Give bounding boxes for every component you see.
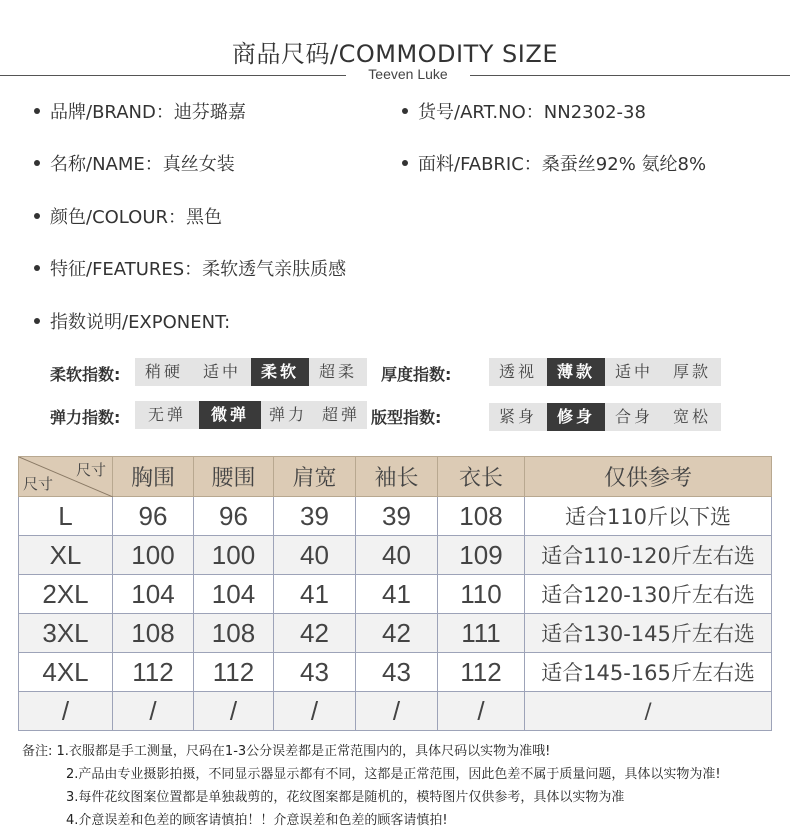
value-cell: / (274, 692, 356, 731)
brand-subtitle: Teeven Luke (368, 66, 448, 82)
fit-option: 合身 (614, 407, 653, 426)
softness-index-label: 柔软指数: (50, 365, 121, 384)
note-line: 4.介意误差和色差的顾客请慎拍！！介意误差和色差的顾客请慎拍! (66, 813, 448, 828)
bullet-icon (402, 160, 408, 166)
value-cell: 104 (113, 575, 194, 614)
bullet-icon (34, 213, 40, 219)
value-cell: 96 (194, 497, 274, 536)
subtitle-bar (0, 66, 790, 86)
value-cell: / (438, 692, 525, 731)
elasticity-option: 弹力 (268, 405, 307, 424)
value-cell: 112 (113, 653, 194, 692)
corner-top-label: 尺寸 (75, 461, 106, 479)
table-header-row (19, 457, 772, 497)
value-cell: 110 (438, 575, 525, 614)
reference-cell: 适合130-145斤左右选 (525, 614, 772, 653)
softness-option: 适中 (202, 362, 241, 381)
value-cell: 41 (356, 575, 438, 614)
fabric-text: 面料/FABRIC：桑蚕丝92% 氨纶8% (418, 154, 707, 175)
table-row (19, 575, 772, 614)
corner-bottom-label: 尺寸 (23, 475, 54, 493)
table-row (19, 536, 772, 575)
value-cell: 109 (438, 536, 525, 575)
elasticity-option: 无弹 (147, 405, 186, 424)
info-exponent (34, 308, 230, 334)
thickness-index-label: 厚度指数: (381, 365, 452, 384)
divider-left (0, 75, 346, 76)
info-brand (34, 98, 246, 124)
thickness-option: 厚款 (672, 362, 711, 381)
header-cell: 腰围 (194, 457, 274, 497)
bullet-icon (34, 160, 40, 166)
thickness-option: 适中 (614, 362, 653, 381)
note-line: 3.每件花纹图案位置都是单独裁剪的，花纹图案都是随机的，模特图片仅供参考，具体以实物为准 (66, 790, 625, 805)
info-features (34, 255, 346, 281)
value-cell: 41 (274, 575, 356, 614)
value-cell: / (194, 692, 274, 731)
value-cell: 42 (356, 614, 438, 653)
value-cell: 42 (274, 614, 356, 653)
colour-text: 颜色/COLOUR：黑色 (50, 207, 223, 228)
reference-cell: 适合110-120斤左右选 (525, 536, 772, 575)
fit-option: 紧身 (498, 407, 537, 426)
table-row (19, 653, 772, 692)
corner-header (19, 457, 113, 497)
exponent-text: 指数说明/EXPONENT: (50, 312, 231, 333)
info-art-no (402, 98, 646, 124)
size-table (18, 456, 772, 731)
softness-option-selected: 柔软 (251, 358, 309, 386)
value-cell: 43 (274, 653, 356, 692)
value-cell: 39 (356, 497, 438, 536)
value-cell: 40 (274, 536, 356, 575)
note-line: 2.产品由专业摄影拍摄，不同显示器显示都有不同，这都是正常范围，因此色差不属于质量问题，具体以实物为准! (66, 767, 721, 782)
softness-option: 稍硬 (144, 362, 183, 381)
info-colour (34, 203, 222, 229)
note-line (22, 740, 782, 763)
size-cell: 3XL (19, 614, 113, 653)
reference-cell: 适合145-165斤左右选 (525, 653, 772, 692)
reference-cell: / (525, 692, 772, 731)
features-text: 特征/FEATURES：柔软透气亲肤质感 (50, 259, 347, 280)
size-cell: XL (19, 536, 113, 575)
thickness-option: 透视 (498, 362, 537, 381)
bullet-icon (402, 108, 408, 114)
table-row (19, 614, 772, 653)
value-cell: 108 (438, 497, 525, 536)
notes-section (22, 740, 782, 832)
elasticity-option-selected: 微弹 (199, 401, 261, 429)
reference-cell: 适合110斤以下选 (525, 497, 772, 536)
value-cell: 111 (438, 614, 525, 653)
elasticity-index-scale (135, 401, 367, 429)
fit-index-scale (489, 403, 721, 431)
brand-text: 品牌/BRAND：迪芬璐嘉 (50, 102, 246, 123)
value-cell: 108 (194, 614, 274, 653)
size-cell: 4XL (19, 653, 113, 692)
reference-cell: 适合120-130斤左右选 (525, 575, 772, 614)
notes-label: 备注: (22, 744, 53, 759)
fit-option-selected: 修身 (547, 403, 605, 431)
value-cell: / (113, 692, 194, 731)
size-cell: 2XL (19, 575, 113, 614)
elasticity-option: 超弹 (321, 405, 360, 424)
softness-index-scale (135, 358, 367, 386)
value-cell: 39 (274, 497, 356, 536)
value-cell: 104 (194, 575, 274, 614)
value-cell: 112 (438, 653, 525, 692)
softness-option: 超柔 (318, 362, 357, 381)
note-text: 1.衣服都是手工测量，尺码在1-3公分误差都是正常范围内的，具体尺码以实物为准哦! (56, 744, 551, 759)
thickness-index-scale (489, 358, 721, 386)
fit-option: 宽松 (672, 407, 711, 426)
size-cell: L (19, 497, 113, 536)
bullet-icon (34, 318, 40, 324)
name-text: 名称/NAME：真丝女装 (50, 154, 235, 175)
header-cell: 仅供参考 (525, 457, 772, 497)
value-cell: 43 (356, 653, 438, 692)
value-cell: 112 (194, 653, 274, 692)
fit-index-label: 版型指数: (371, 408, 442, 427)
thickness-option-selected: 薄款 (547, 358, 605, 386)
header-cell: 衣长 (438, 457, 525, 497)
header-cell: 肩宽 (274, 457, 356, 497)
table-row (19, 497, 772, 536)
divider-right (470, 75, 790, 76)
value-cell: 100 (113, 536, 194, 575)
value-cell: 40 (356, 536, 438, 575)
value-cell: 108 (113, 614, 194, 653)
bullet-icon (34, 108, 40, 114)
page-title: 商品尺码/COMMODITY SIZE (232, 40, 558, 68)
art-no-text: 货号/ART.NO：NN2302-38 (418, 102, 646, 123)
elasticity-index-label: 弹力指数: (50, 408, 121, 427)
value-cell: 100 (194, 536, 274, 575)
value-cell: / (356, 692, 438, 731)
bullet-icon (34, 265, 40, 271)
size-cell: / (19, 692, 113, 731)
info-name (34, 150, 235, 176)
info-fabric (402, 150, 706, 176)
table-row (19, 692, 772, 731)
header-cell: 袖长 (356, 457, 438, 497)
value-cell: 96 (113, 497, 194, 536)
header-cell: 胸围 (113, 457, 194, 497)
